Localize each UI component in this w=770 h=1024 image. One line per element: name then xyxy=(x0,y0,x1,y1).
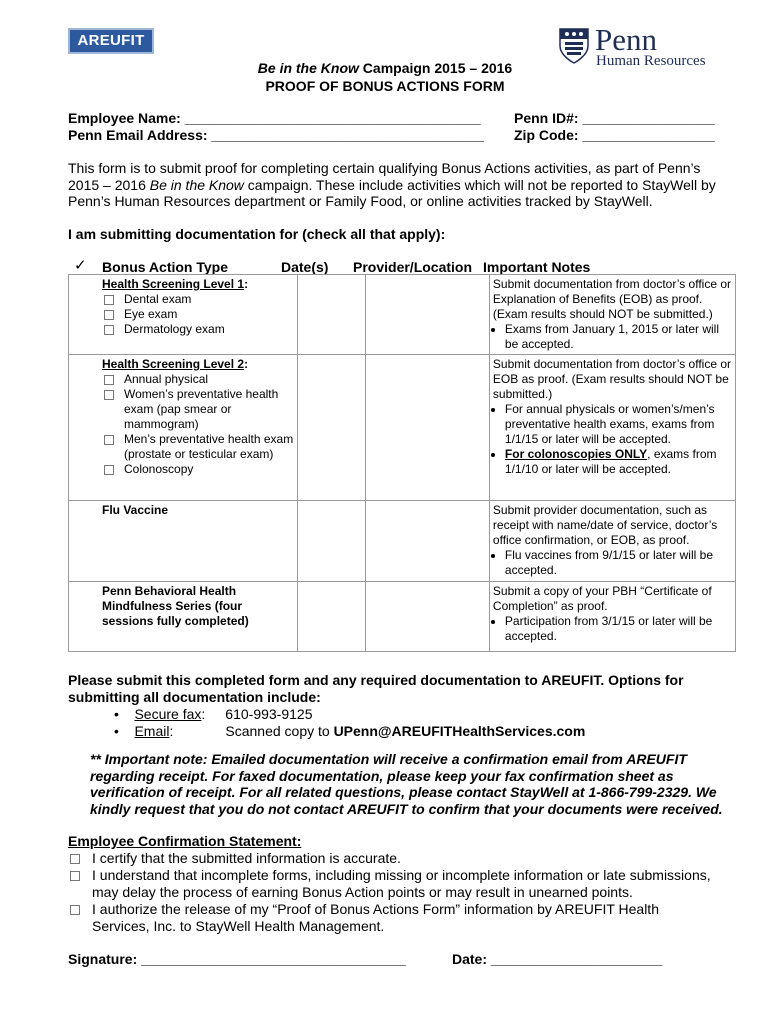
row-title: Flu Vaccine xyxy=(102,503,169,517)
dates-input[interactable] xyxy=(298,275,366,355)
option-dermatology-exam[interactable]: Dermatology exam xyxy=(102,322,294,337)
provider-input[interactable] xyxy=(366,582,490,652)
checkbox[interactable] xyxy=(70,871,80,881)
check-instructions: I am submitting documentation for (check all that apply): xyxy=(68,226,446,242)
penn-logo-name: Penn xyxy=(595,22,657,57)
row-title: Penn Behavioral Health Mindfulness Series (four sessions fully completed) xyxy=(102,584,249,628)
date-field[interactable]: Date: ______________________ xyxy=(452,951,663,967)
dates-input[interactable] xyxy=(298,501,366,582)
checkbox[interactable] xyxy=(104,325,114,335)
confirmation-item[interactable]: I understand that incomplete forms, including missing or incomplete information or late submissions, may delay the process of earning Bonus Action points or may result in unearned points. xyxy=(68,867,718,900)
type-cell xyxy=(69,355,298,501)
type-cell xyxy=(69,582,298,652)
provider-input[interactable] xyxy=(366,275,490,355)
checkbox[interactable] xyxy=(104,465,114,475)
checkbox[interactable] xyxy=(104,435,114,445)
table-row xyxy=(69,355,736,501)
table-row xyxy=(69,501,736,582)
checkbox[interactable] xyxy=(104,310,114,320)
type-cell xyxy=(69,501,298,582)
checkbox[interactable] xyxy=(104,390,114,400)
type-cell xyxy=(69,275,298,355)
bonus-actions-table xyxy=(68,274,736,652)
checkmark-icon: ✓ xyxy=(74,257,87,274)
confirmation-item[interactable]: I authorize the release of my “Proof of Bonus Actions Form” information by AREUFIT Health Services, Inc. to StayWell Health Management. xyxy=(68,901,718,934)
email-option: • Email: Scanned copy to UPenn@AREUFITHealthServices.com xyxy=(114,723,586,739)
option-mens-exam[interactable]: Men’s preventative health exam (prostate or testicular exam) xyxy=(102,432,294,462)
option-eye-exam[interactable]: Eye exam xyxy=(102,307,294,322)
areufit-logo: AREUFIT xyxy=(68,28,154,54)
fax-option: • Secure fax: 610-993-9125 xyxy=(114,706,313,722)
table-row xyxy=(69,275,736,355)
penn-email-field[interactable]: Penn Email Address: ___________________________________ xyxy=(68,127,484,143)
header-bonus-action-type: Bonus Action Type xyxy=(102,259,228,275)
header-provider-location: Provider/Location xyxy=(353,259,473,275)
notes-cell: Submit a copy of your PBH “Certificate of Completion” as proof. • Participation from 3/1/15 or later will be accepted. xyxy=(489,582,735,652)
intro-paragraph: This form is to submit proof for completing certain qualifying Bonus Actions activities, as part of Penn’s 2015 – 2016 Be in the Know campaign. These include activities which will not be reported to StayWell by Penn’s Human Resources department or Family Food, or online activities tracked by StayWell. xyxy=(68,160,716,209)
row-title: Health Screening Level 1: xyxy=(102,277,249,291)
penn-id-field[interactable]: Penn ID#: _________________ xyxy=(514,110,715,126)
checkbox[interactable] xyxy=(104,375,114,385)
signature-field[interactable]: Signature: __________________________________ xyxy=(68,951,406,967)
header-important-notes: Important Notes xyxy=(483,259,591,275)
checkbox[interactable] xyxy=(104,295,114,305)
important-note: ** Important note: Emailed documentation will receive a confirmation email from AREUFIT regarding receipt. For faxed documentation, please keep your fax confirmation sheet as verification of receipt. For all related questions, please contact StayWell at 1-866-799-2329. We kindly request that you do not contact AREUFIT to confirm that your documents were received. xyxy=(90,751,723,817)
email-link[interactable]: UPenn@AREUFITHealthServices.com xyxy=(333,723,586,739)
notes-cell: Submit documentation from doctor’s office or EOB as proof. (Exam results should NOT be submitted.) • For annual physicals or women’s/men’s preventative health exams, exams from 1/1/15 or later will be accepted. • For colonoscopies ONLY, exams from 1/1/10 or later will be accepted. xyxy=(489,355,735,501)
option-annual-physical[interactable]: Annual physical xyxy=(102,372,294,387)
zip-code-field[interactable]: Zip Code: _________________ xyxy=(514,127,715,143)
dates-input[interactable] xyxy=(298,355,366,501)
row-title: Health Screening Level 2: xyxy=(102,357,249,371)
penn-shield-icon xyxy=(559,28,589,64)
campaign-title: Be in the Know Campaign 2015 – 2016 xyxy=(257,60,513,76)
form-title: PROOF OF BONUS ACTIONS FORM xyxy=(265,78,505,94)
confirmation-title: Employee Confirmation Statement: xyxy=(68,833,302,849)
notes-cell: Submit documentation from doctor’s office or Explanation of Benefits (EOB) as proof. (Exam results should NOT be submitted.) • Exams from January 1, 2015 or later will be accepted. xyxy=(489,275,735,355)
notes-cell: Submit provider documentation, such as receipt with name/date of service, doctor’s office confirmation, or EOB, as proof. • Flu vaccines from 9/1/15 or later will be accepted. xyxy=(489,501,735,582)
provider-input[interactable] xyxy=(366,355,490,501)
checkbox[interactable] xyxy=(70,905,80,915)
option-dental-exam[interactable]: Dental exam xyxy=(102,292,294,307)
header-dates: Date(s) xyxy=(281,259,329,275)
dates-input[interactable] xyxy=(298,582,366,652)
provider-input[interactable] xyxy=(366,501,490,582)
employee-name-field[interactable]: Employee Name: ______________________________________ xyxy=(68,110,481,126)
option-colonoscopy[interactable]: Colonoscopy xyxy=(102,462,294,477)
penn-logo-department: Human Resources xyxy=(596,53,706,69)
submission-instructions: Please submit this completed form and any required documentation to AREUFIT. Options for submitting all documentation include: xyxy=(68,672,684,705)
table-row xyxy=(69,582,736,652)
confirmation-item[interactable]: I certify that the submitted information is accurate. xyxy=(68,850,718,867)
option-womens-exam[interactable]: Women’s preventative health exam (pap smear or mammogram) xyxy=(102,387,294,432)
checkbox[interactable] xyxy=(70,854,80,864)
